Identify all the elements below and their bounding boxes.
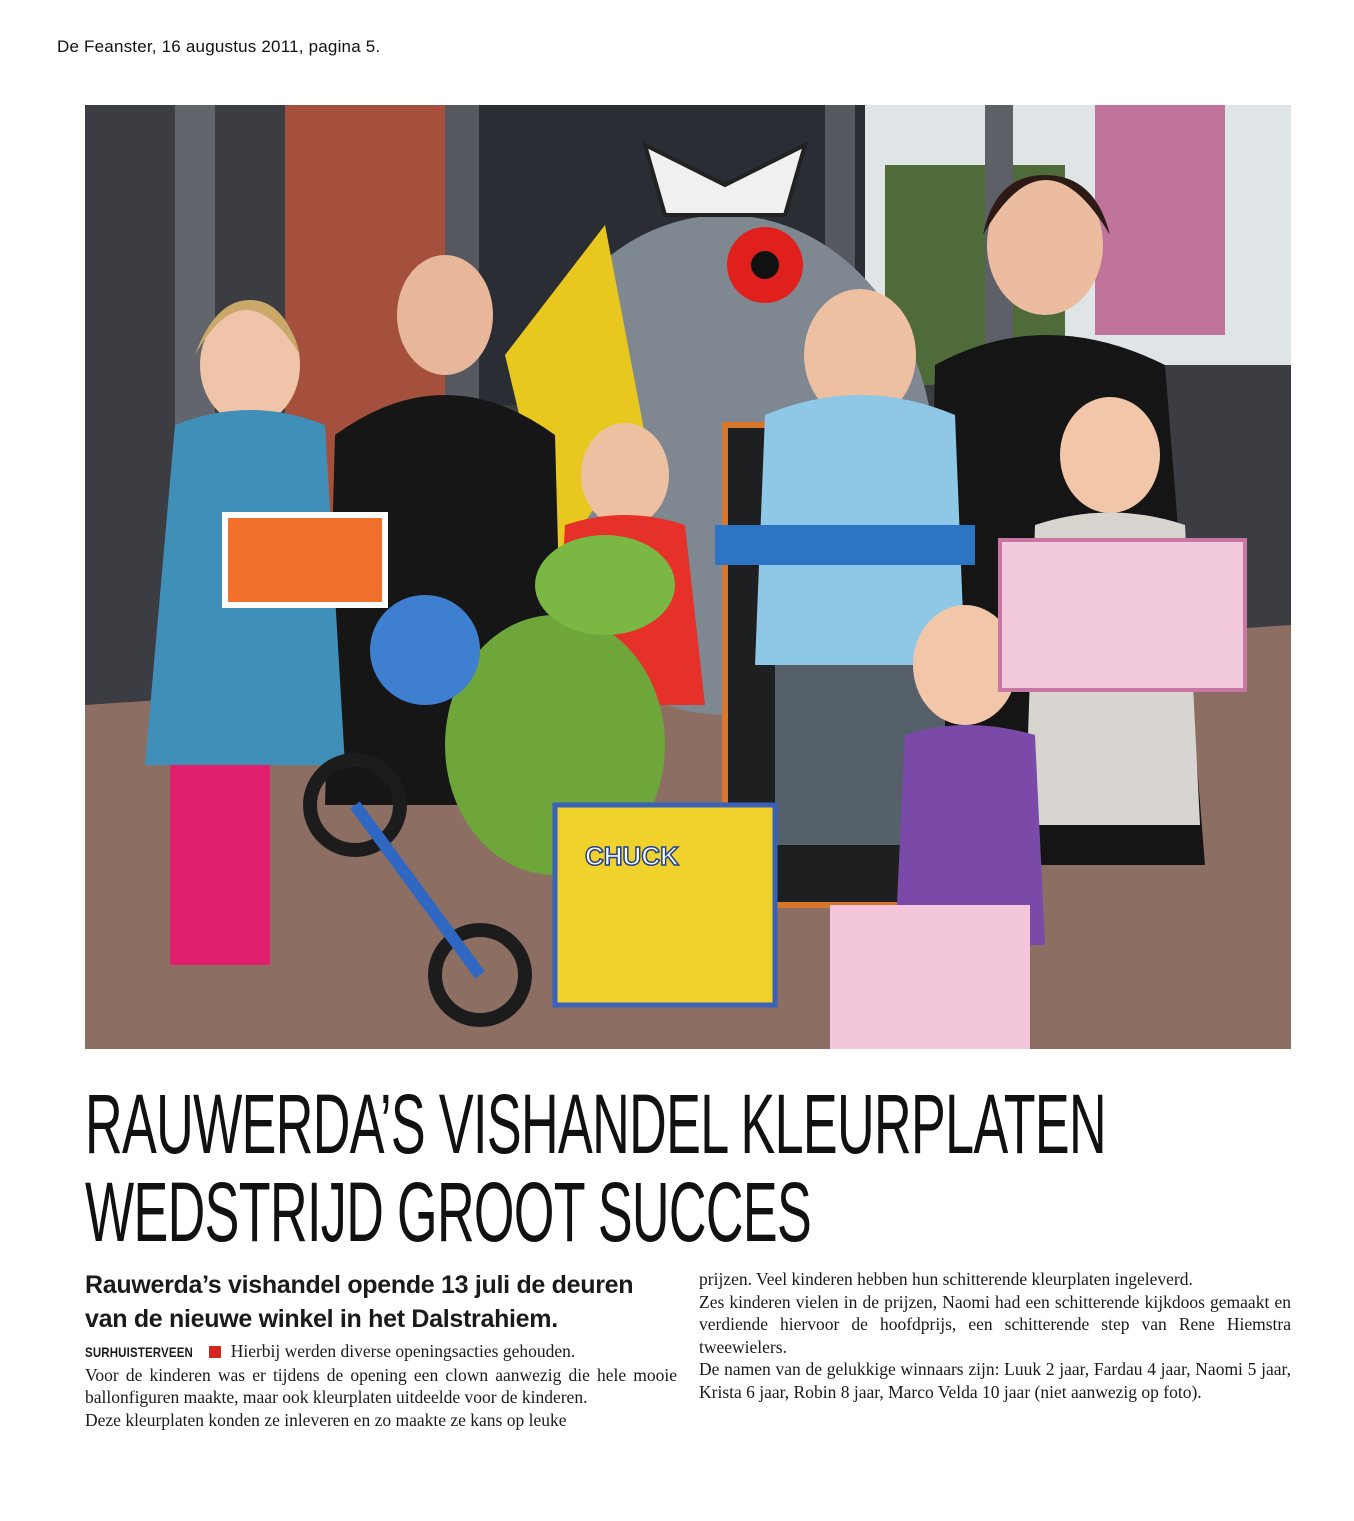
photo-girl1-leggings [170, 765, 270, 965]
headline-line-2: WEDSTRIJD GROOT SUCCES [85, 1165, 812, 1259]
article-paragraph-2: Voor de kinderen was er tijdens de opening een clown aanwezig die hele mooie ballonfiguren maakte, maar ook kleurplaten uitdeelde voor de kinderen. [85, 1364, 677, 1408]
article-intro: Rauwerda’s vishandel opende 13 juli de deuren van de nieuwe winkel in het Dalstrahiem. [85, 1271, 634, 1333]
photo-illustration [85, 105, 1291, 1049]
article-photo [85, 105, 1291, 1049]
photo-toddler-head [581, 423, 669, 527]
photo-girl2-head [1060, 397, 1160, 513]
article-column-left [85, 1268, 677, 1431]
article-paragraph-1-text: Hierbij werden diverse openingsacties gehouden. [230, 1341, 576, 1361]
article-paragraph-6: De namen van de gelukkige winnaars zijn: Luuk 2 jaar, Fardau 4 jaar, Naomi 5 jaar, Krista 6 jaar, Robin 8 jaar, Marco Velda 10 jaar (niet aanwezig op foto). [699, 1359, 1291, 1402]
photo-chuck-label: CHUCK [585, 841, 679, 871]
article-column-right [699, 1268, 1291, 1404]
article-paragraph-4: prijzen. Veel kinderen hebben hun schitterende kleurplaten ingeleverd. [699, 1269, 1193, 1289]
photo-step-box [830, 905, 1030, 1049]
photo-frog-head [535, 535, 675, 635]
source-line: De Feanster, 16 augustus 2011, pagina 5. [57, 37, 381, 56]
photo-game-box [715, 525, 975, 565]
photo-jewelry-kit [1000, 540, 1245, 690]
photo-fish-pupil [751, 251, 779, 279]
photo-man-head [397, 255, 493, 375]
dateline-square-icon [209, 1346, 221, 1358]
article-paragraph-5: Zes kinderen vielen in de prijzen, Naomi had een schitterende kijkdoos gemaakt en verdiende hiervoor de hoofdprijs, een schitterende step van Rene Hiemstra tweewielers. [699, 1291, 1291, 1357]
article-paragraph-3: Deze kleurplaten konden ze inleveren en zo maakte ze kans op leuke [85, 1409, 567, 1430]
photo-pink-banner [1095, 105, 1225, 335]
photo-orange-box [225, 515, 385, 605]
article-paragraph-1 [85, 1340, 677, 1364]
photo-chuck-box [555, 805, 775, 1005]
photo-balloon [370, 595, 480, 705]
article-headline [85, 1077, 1107, 1259]
dateline: SURHUISTERVEEN [85, 1344, 193, 1360]
headline-line-1: RAUWERDA’S VISHANDEL KLEURPLATEN [85, 1077, 1107, 1171]
